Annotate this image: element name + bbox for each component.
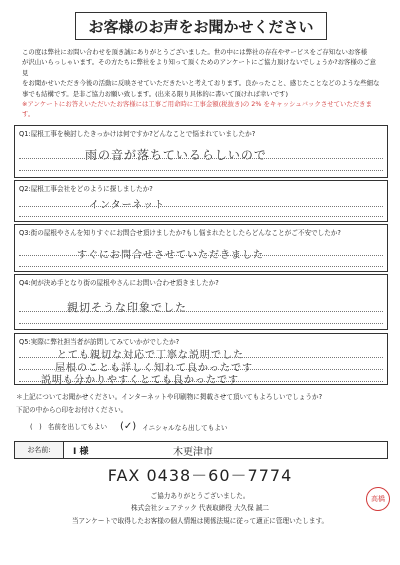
question-2-box — [14, 180, 388, 222]
question-2-label: Q2:屋根工事会社をどのように探しましたか? — [19, 185, 153, 193]
thanks-text: ご協力ありがとうございました。 — [150, 492, 250, 500]
question-5-box — [14, 333, 388, 385]
intro-line: この度は弊社にお問い合わせを頂き誠にありがとうございました。世の中には弊社の存在やサービスをご存知ないお客様 — [22, 48, 368, 56]
answer-line — [19, 158, 383, 159]
question-5-answer-line: 説明も分かりやすくとても良かったです — [41, 375, 239, 386]
check-mark-icon: (✓) — [120, 421, 137, 432]
name-value: I 様 — [73, 447, 89, 457]
question-2-answer: インターネット — [89, 200, 166, 211]
question-1-answer: 雨の音が落ちているらしいので — [85, 148, 267, 162]
answer-line — [19, 255, 383, 256]
seal-stamp — [366, 487, 390, 511]
question-5-answer-line: とても親切な対応で丁寧な説明でした — [57, 350, 244, 361]
question-1-label: Q1:屋根工事を検討したきっかけは何ですか?どんなことで悩まれていましたか? — [19, 130, 256, 138]
seal-text: 高橋 — [371, 495, 385, 503]
answer-line — [19, 311, 383, 312]
option-name-ok[interactable] — [30, 421, 107, 431]
answer-line — [19, 206, 383, 207]
page-title — [75, 12, 327, 40]
answer-line — [19, 357, 383, 358]
answer-line — [19, 266, 383, 267]
answer-line — [19, 216, 383, 217]
fax-number: FAX 0438－60－7774 — [107, 466, 293, 485]
name-row — [14, 441, 388, 459]
question-3-box — [14, 224, 388, 272]
company-name: 株式会社シェアテック 代表取締役 大久保 誠二 — [130, 504, 270, 512]
publication-instruction: 下記の中から○印をお付けください。 — [16, 406, 128, 414]
question-4-label: Q4:何が決め手となり街の屋根やさんにお問い合わせ頂きましたか? — [19, 279, 219, 287]
intro-line: 事でも結構です。是非ご協力お願い致します。(出来る限り具体的に書いて頂ければ幸いです) — [22, 89, 288, 98]
name-handwritten: 木更津市 — [173, 447, 213, 458]
option-initial-ok[interactable] — [120, 421, 228, 432]
question-5-label: Q5:実際に弊社担当者が訪問してみていかがでしたか? — [19, 338, 180, 346]
option-paren: ( ) — [30, 423, 42, 431]
answer-line — [19, 369, 383, 370]
question-4-box — [14, 274, 388, 330]
option-label: イニシャルなら出してもよい — [142, 423, 228, 432]
answer-line — [19, 381, 383, 382]
intro-line: が沢山いらっしゃいます。その方たちに弊社をより知って頂くためのアンケートにご協力頂けないでしょうか?お客様のご意見 — [22, 58, 376, 77]
name-label: お名前: — [15, 442, 64, 458]
question-1-box — [14, 125, 388, 178]
cashback-note: ※アンケートにお答えいただいたお客様には工事ご用命時に工事金額(税抜き)の 2% をキャッシュバックさせていただきます。 — [22, 100, 372, 119]
question-4-answer: 親切そうな印象でした — [67, 301, 187, 314]
publication-question: ＊上記についてお聞かせください。インターネットや印刷物に掲載させて頂いてもよろしいでしょうか? — [16, 393, 323, 401]
intro-line: をお聞かせいただき今後の活動に反映させていただきたいと考えております。良かったこと、感じたことなどのような些細な — [22, 79, 380, 88]
answer-line — [19, 323, 383, 324]
question-5-answer-line: 屋根のことも詳しく知れて良かったです — [55, 363, 253, 374]
question-3-label: Q3:街の屋根やさんを知りすぐにお問合せ頂けましたか?もし悩まれたとしたらどんなことがご不安でしたか? — [19, 229, 341, 237]
page-title-text: お客様のお声をお聞かせください — [88, 17, 314, 36]
intro-text — [22, 47, 382, 120]
privacy-footer: 当アンケートで取得したお客様の個人情報は関係法規に従って適正に管理いたします。 — [71, 517, 329, 525]
answer-line — [19, 170, 383, 171]
option-label: 名前を出してもよい — [47, 423, 108, 431]
question-3-answer: すぐにお問合せさせていただきました — [77, 250, 264, 261]
